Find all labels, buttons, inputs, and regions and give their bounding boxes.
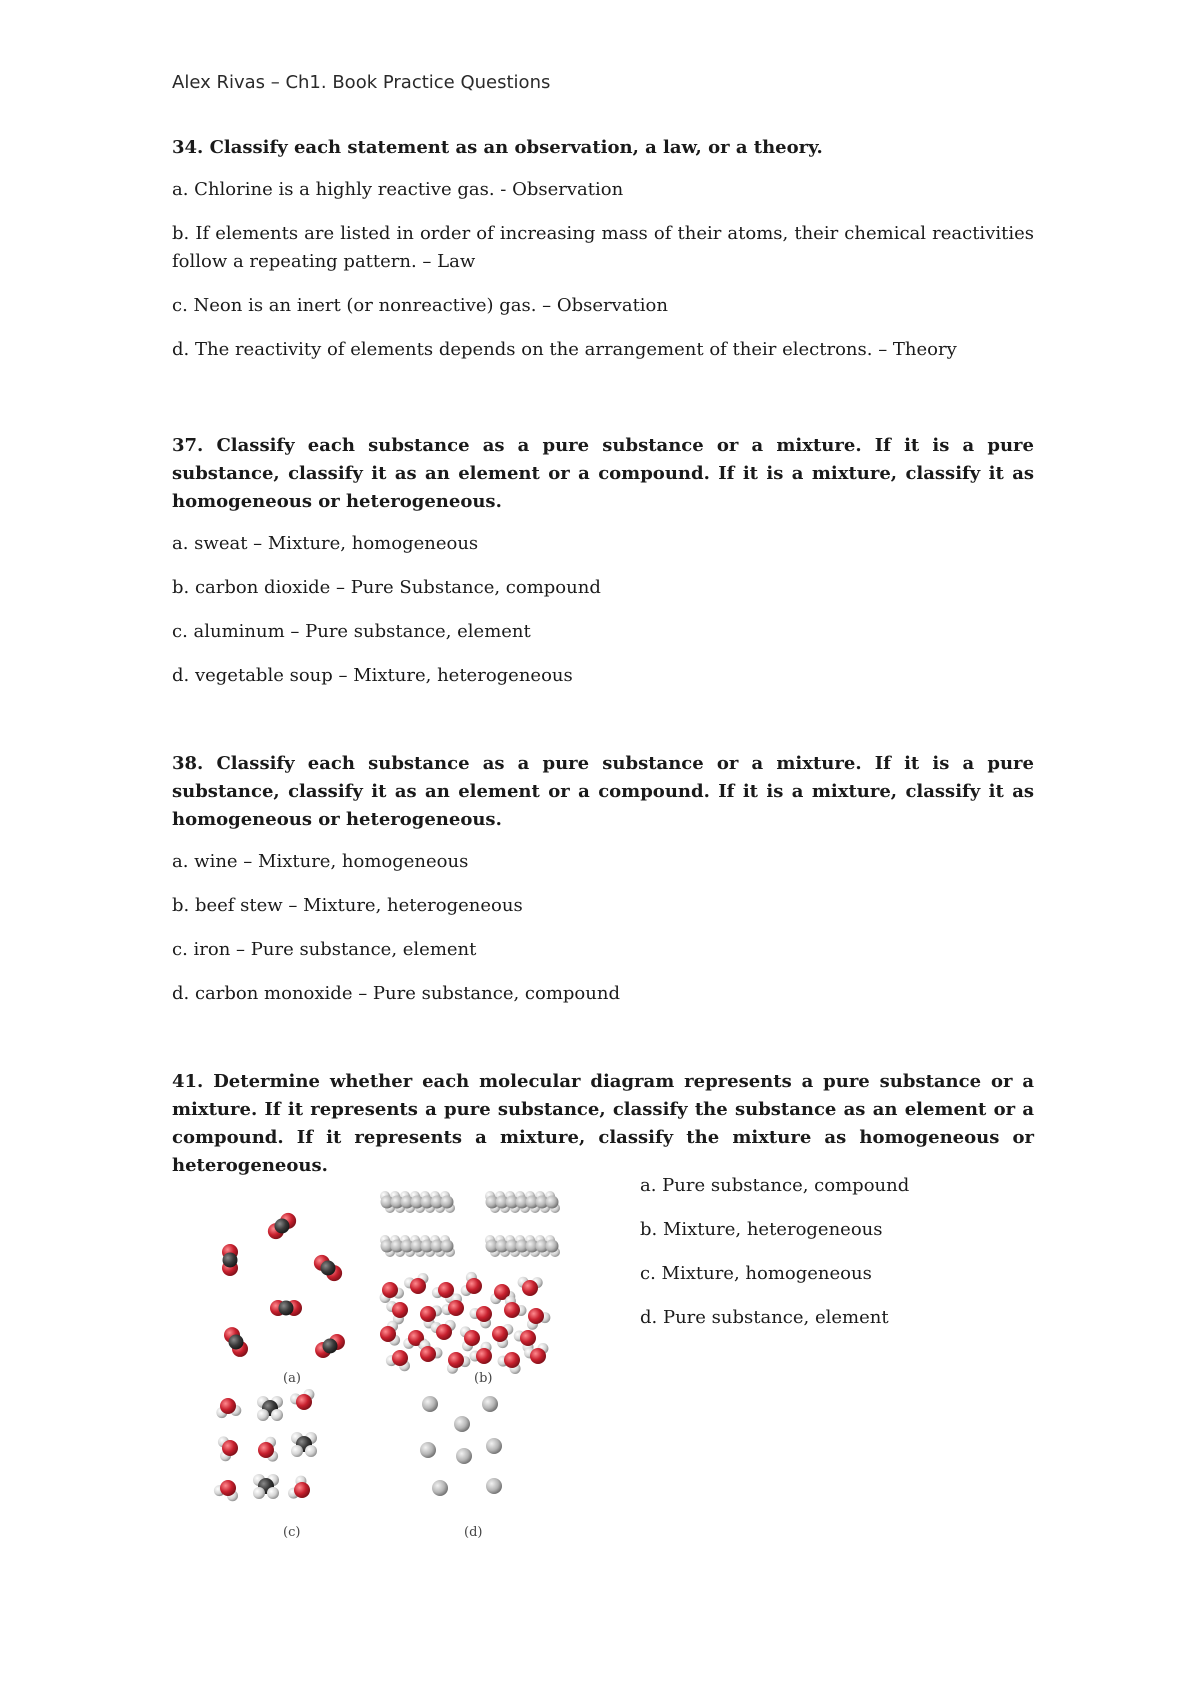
- oxygen-atom: [382, 1282, 398, 1298]
- diagram-label-b: (b): [474, 1371, 493, 1386]
- question-37: [172, 432, 1034, 706]
- oxygen-atom: [504, 1352, 520, 1368]
- oxygen-atom: [438, 1282, 454, 1298]
- question-41-answer-a: a. Pure substance, compound: [640, 1175, 910, 1196]
- oxygen-atom: [294, 1482, 310, 1498]
- question-34-answer-a: a. Chlorine is a highly reactive gas. - Observation: [172, 179, 624, 200]
- element-atom: [422, 1396, 438, 1412]
- element-atom: [432, 1480, 448, 1496]
- oxygen-atom: [530, 1348, 546, 1364]
- hydrogen-atom: [257, 1409, 269, 1421]
- question-34: [172, 134, 1034, 380]
- carbon-atom: [321, 1261, 336, 1276]
- oxygen-atom: [392, 1302, 408, 1318]
- oxygen-atom: [476, 1306, 492, 1322]
- molecular-diagrams-svg: [200, 1168, 600, 1548]
- hydrogen-atom: [267, 1487, 279, 1499]
- oxygen-atom: [258, 1442, 274, 1458]
- carbon-atom: [323, 1339, 338, 1354]
- question-34-answer-c: c. Neon is an inert (or nonreactive) gas. – Observation: [172, 295, 668, 316]
- oxygen-atom: [464, 1330, 480, 1346]
- diagram-a-co2: [222, 1213, 345, 1358]
- question-41-answer-d: d. Pure substance, element: [640, 1307, 889, 1328]
- oxygen-atom: [520, 1330, 536, 1346]
- question-37-answer-b: b. carbon dioxide – Pure Substance, compound: [172, 577, 601, 598]
- carbon-atom: [546, 1196, 559, 1209]
- carbon-atom: [441, 1196, 454, 1209]
- diagram-label-a: (a): [283, 1371, 301, 1386]
- question-37-answer-c: c. aluminum – Pure substance, element: [172, 621, 531, 642]
- oxygen-atom: [220, 1398, 236, 1414]
- question-38-answer-c: c. iron – Pure substance, element: [172, 939, 477, 960]
- oxygen-atom: [492, 1326, 508, 1342]
- element-atom: [486, 1438, 502, 1454]
- diagram-c-mixed-molecules: [214, 1389, 317, 1501]
- oxygen-atom: [380, 1326, 396, 1342]
- oxygen-atom: [296, 1394, 312, 1410]
- oxygen-atom: [410, 1278, 426, 1294]
- question-34-title: 34. Classify each statement as an observation, a law, or a theory.: [172, 137, 823, 158]
- oxygen-atom: [220, 1480, 236, 1496]
- carbon-atom: [279, 1301, 294, 1316]
- diagram-d-element-atoms: [420, 1396, 502, 1496]
- question-38: [172, 750, 1034, 1024]
- diagram-b-oil-water: [380, 1191, 560, 1374]
- question-37-answer-d: d. vegetable soup – Mixture, heterogeneous: [172, 665, 573, 686]
- oxygen-atom: [392, 1350, 408, 1366]
- element-atom: [486, 1478, 502, 1494]
- question-37-title: 37. Classify each substance as a pure substance or a mixture. If it is a pure substance, classify it as an element or a compound. If it is a mixture, classify it as homogeneous or heterogeneous.: [172, 435, 1034, 512]
- document-header: Alex Rivas – Ch1. Book Practice Questions: [172, 72, 551, 93]
- carbon-atom: [546, 1240, 559, 1253]
- question-38-answer-d: d. carbon monoxide – Pure substance, compound: [172, 983, 620, 1004]
- oxygen-atom: [448, 1352, 464, 1368]
- hydrogen-atom: [253, 1487, 265, 1499]
- question-41-answers: [640, 1172, 1040, 1348]
- question-41-answer-c: c. Mixture, homogeneous: [640, 1263, 872, 1284]
- question-38-title: 38. Classify each substance as a pure substance or a mixture. If it is a pure substance, classify it as an element or a compound. If it is a mixture, classify it as homogeneous or heterogeneous.: [172, 753, 1034, 830]
- question-38-answer-b: b. beef stew – Mixture, heterogeneous: [172, 895, 523, 916]
- element-atom: [456, 1448, 472, 1464]
- hydrogen-atom: [291, 1445, 303, 1457]
- oxygen-atom: [466, 1278, 482, 1294]
- carbon-atom: [275, 1219, 290, 1234]
- question-41-title: 41. Determine whether each molecular diagram represents a pure substance or a mixture. If it represents a pure substance, classify the substance as an element or a compound. If it represents a mixture, classify the mixture as homogeneous or heterogeneous.: [172, 1071, 1034, 1176]
- element-atom: [482, 1396, 498, 1412]
- question-34-answer-d: d. The reactivity of elements depends on the arrangement of their electrons. – Theory: [172, 339, 957, 360]
- oxygen-atom: [528, 1308, 544, 1324]
- hydrogen-atom: [305, 1445, 317, 1457]
- carbon-atom: [223, 1253, 238, 1268]
- oxygen-atom: [522, 1280, 538, 1296]
- carbon-atom: [229, 1335, 244, 1350]
- question-41-answer-b: b. Mixture, heterogeneous: [640, 1219, 883, 1240]
- hydrogen-atom: [271, 1409, 283, 1421]
- oxygen-atom: [476, 1348, 492, 1364]
- oxygen-atom: [436, 1324, 452, 1340]
- diagram-label-c: (c): [283, 1525, 301, 1540]
- oxygen-atom: [420, 1306, 436, 1322]
- molecular-diagrams-figure: [200, 1168, 600, 1548]
- carbon-atom: [441, 1240, 454, 1253]
- element-atom: [420, 1442, 436, 1458]
- oxygen-atom: [420, 1346, 436, 1362]
- element-atom: [454, 1416, 470, 1432]
- oxygen-atom: [504, 1302, 520, 1318]
- oxygen-atom: [222, 1440, 238, 1456]
- question-37-answer-a: a. sweat – Mixture, homogeneous: [172, 533, 479, 554]
- oxygen-atom: [448, 1300, 464, 1316]
- question-34-answer-b: b. If elements are listed in order of increasing mass of their atoms, their chemical reactivities follow a repeating pattern. – Law: [172, 223, 1034, 272]
- diagram-label-d: (d): [464, 1525, 483, 1540]
- question-38-answer-a: a. wine – Mixture, homogeneous: [172, 851, 469, 872]
